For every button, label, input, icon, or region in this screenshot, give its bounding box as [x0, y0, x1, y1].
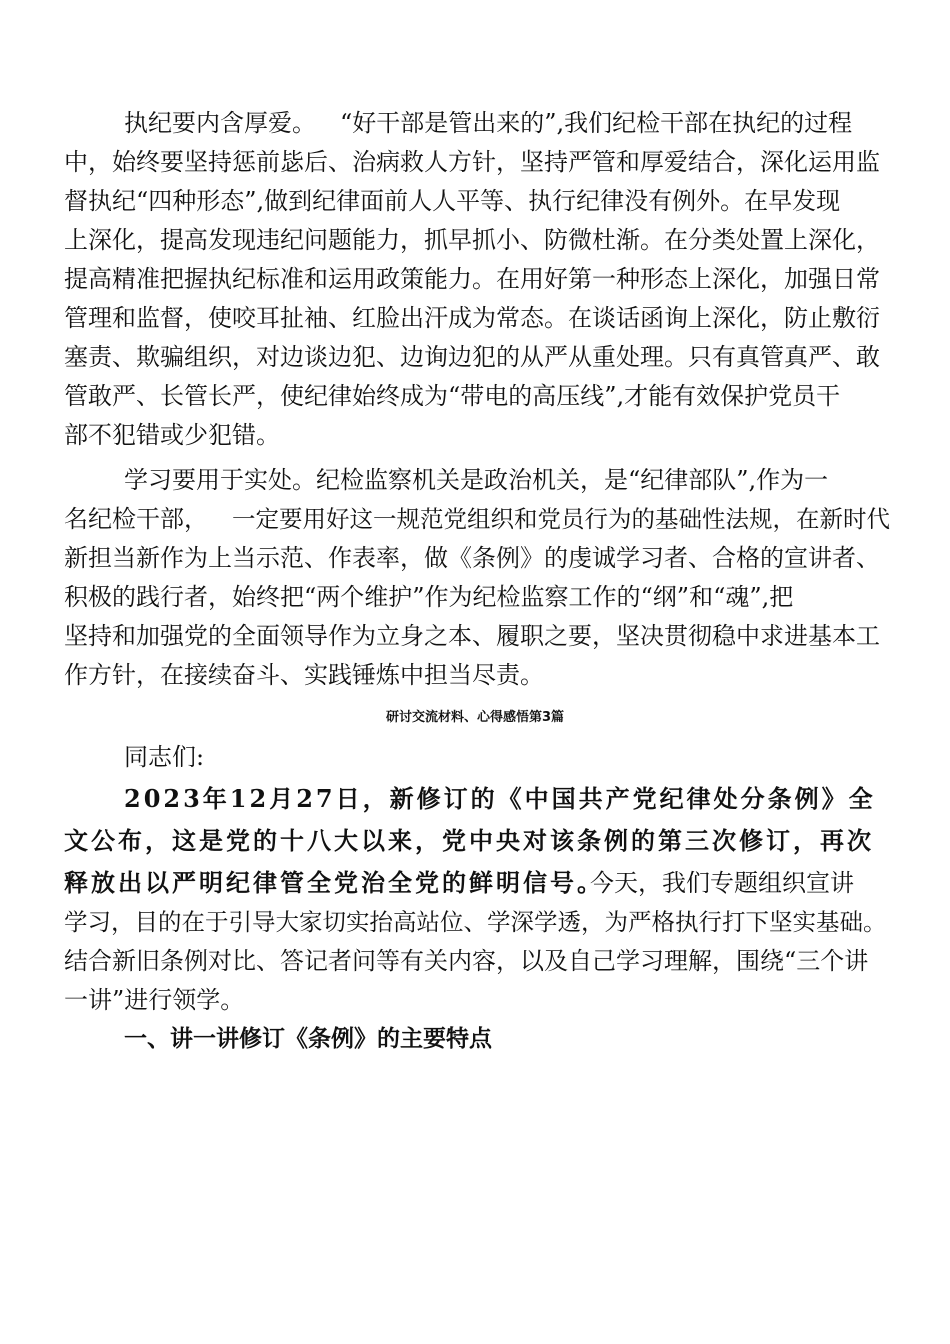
- para3-line1-text: 2023年12月27日，新修订的《中国共产党纪律处分条例》全: [124, 784, 876, 813]
- para1-line9-text: 部不犯错或少犯错。: [64, 421, 280, 449]
- section-title: 研讨交流材料、心得感悟第3篇: [385, 710, 565, 725]
- para2-line5-text: 坚持和加强党的全面领导作为立身之本、履职之要，坚决贯彻稳中求进基本工: [64, 622, 880, 650]
- para2-line2-a: 名纪检干部，: [64, 505, 208, 533]
- para2-line1-text: 学习要用于实处。纪检监察机关是政治机关，是“纪律部队”,作为一: [124, 466, 829, 494]
- para1-line1-a: 执纪要内含厚爱。: [124, 109, 316, 137]
- para2-line6-text: 作方针，在接续奋斗、实践锤炼中担当尽责。: [64, 661, 544, 689]
- para2-line4-text: 积极的践行者，始终把“两个维护”作为纪检监察工作的“纲”和“魂”,把: [64, 583, 794, 611]
- para1-line3-text: 督执纪“四种形态”,做到纪律面前人人平等、执行纪律没有例外。在早发现: [64, 187, 841, 215]
- para3-line2-text: 文公布，这是党的十八大以来，党中央对该条例的第三次修订，再次: [64, 826, 874, 855]
- para1-line8-text: 管敢严、长管长严，使纪律始终成为“带电的高压线”,才能有效保护党员干: [64, 382, 841, 410]
- heading-1-text: 一、讲一讲修订《条例》的主要特点: [124, 1026, 492, 1052]
- para3-line5-text: 结合新旧条例对比、答记者问等有关内容，以及自己学习理解，围绕“三个讲: [64, 947, 869, 975]
- para1-line1-b: “好干部是管出来的”,我们纪检干部在执纪的过程: [340, 109, 853, 137]
- para1-line7-text: 塞责、欺骗组织，对边谈边犯、边询边犯的从严从重处理。只有真管真严、敢: [64, 343, 880, 371]
- para3-line6-text: 一讲”进行领学。: [64, 986, 245, 1014]
- para1-line6-text: 管理和监督，使咬耳扯袖、红脸出汗成为常态。在谈话函询上深化，防止敷衍: [64, 304, 880, 332]
- para3-line3-a: 释放出以严明纪律管全党治全党的鲜明信号。: [64, 868, 604, 897]
- greeting-text: 同志们:: [124, 743, 205, 771]
- para3-line3-b: 今天，我们专题组织宣讲: [590, 869, 854, 897]
- para2-line2-b: 一定要用好这一规范党组织和党员行为的基础性法规，在新时代: [232, 505, 890, 533]
- para1-line2-text: 中，始终要坚持惩前毖后、治病救人方针，坚持严管和厚爱结合，深化运用监: [64, 148, 880, 176]
- para2-line3-text: 新担当新作为上当示范、作表率，做《条例》的虔诚学习者、合格的宣讲者、: [64, 544, 880, 572]
- para1-line5-text: 提高精准把握执纪标准和运用政策能力。在用好第一种形态上深化，加强日常: [64, 265, 880, 293]
- para1-line4-text: 上深化，提高发现违纪问题能力，抓早抓小、防微杜渐。在分类处置上深化，: [64, 226, 880, 254]
- para3-line4-text: 学习，目的在于引导大家切实抬高站位、学深学透，为严格执行打下坚实基础。: [64, 908, 887, 936]
